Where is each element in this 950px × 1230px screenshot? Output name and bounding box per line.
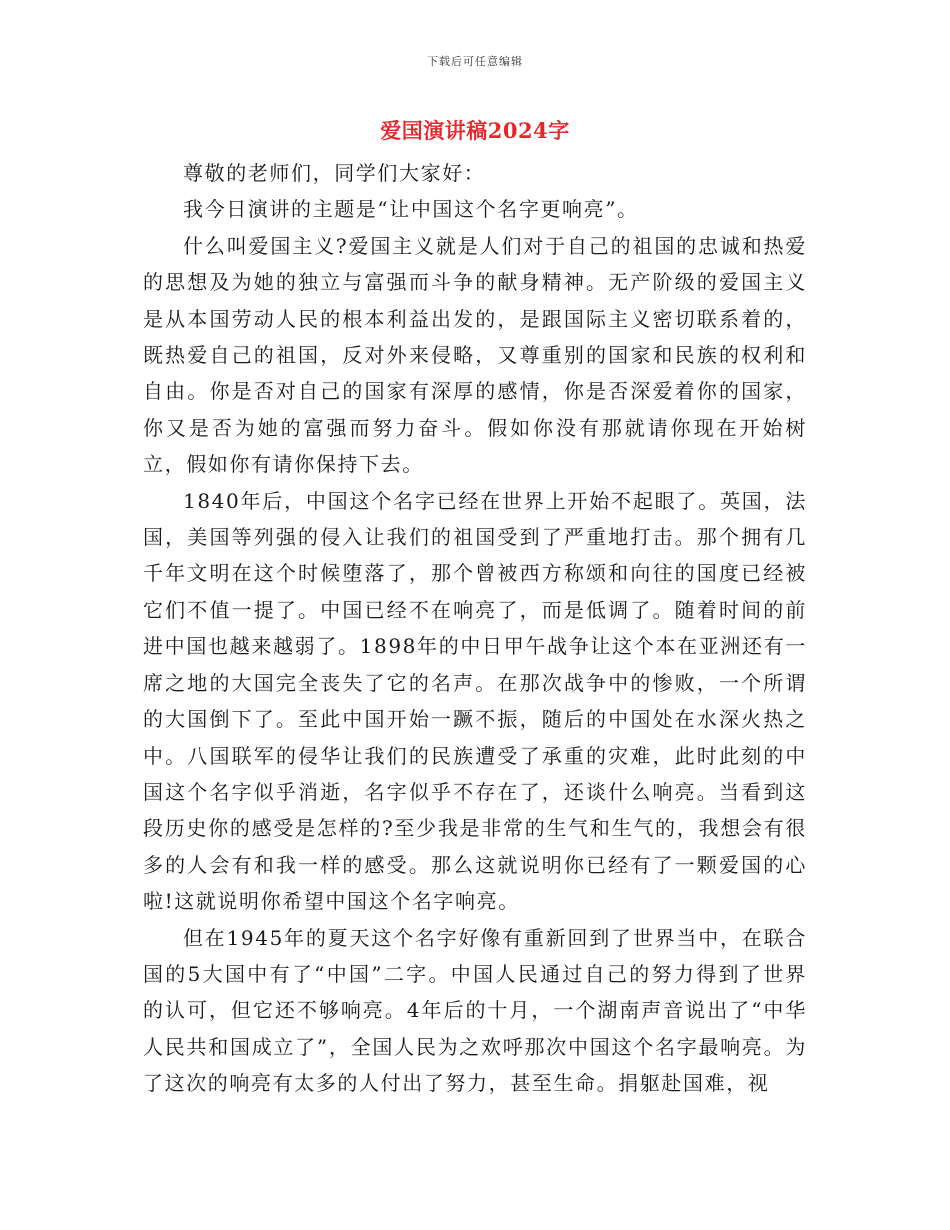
document-title: 爱国演讲稿2024字 <box>380 118 570 143</box>
body-paragraph-topic: 我今日演讲的主题是“让中国这个名字更响亮”。 <box>183 197 639 222</box>
page-header-note: 下载后可任意编辑 <box>427 55 523 68</box>
document-body <box>143 155 807 1102</box>
body-paragraph-history-1945: 但在1945年的夏天这个名字好像有重新回到了世界当中，在联合国的5大国中有了“中国”二字。中国人民通过自己的努力得到了世界的认可，但它还不够响亮。4年后的十月，一个湖南声音说出了“中华人民共和国成立了”，全国人民为之欢呼那次中国这个名字最响亮。为了这次的响亮有太多的人付出了努力，甚至生命。捐躯赴国难，视 <box>143 925 807 1096</box>
body-paragraph-greeting: 尊敬的老师们，同学们大家好： <box>183 161 486 185</box>
body-paragraph-history-1840: 1840年后，中国这个名字已经在世界上开始不起眼了。英国，法国，美国等列强的侵入让我们的祖国受到了严重地打击。那个拥有几千年文明在这个时候堕落了，那个曾被西方称颂和向往的国度已经被它们不值一提了。中国已经不在响亮了，而是低调了。随着时间的前进中国也越来越弱了。1898年的中日甲午战争让这个本在亚洲还有一席之地的大国完全丧失了它的名声。在那次战争中的惨败，一个所谓的大国倒下了。至此中国开始一蹶不振，随后的中国处在水深火热之中。八国联军的侵华让我们的民族遭受了承重的灾难，此时此刻的中国这个名字似乎消逝，名字似乎不存在了，还谈什么响亮。当看到这段历史你的感受是怎样的?至少我是非常的生气和生气的，我想会有很多的人会有和我一样的感受。那么这就说明你已经有了一颗爱国的心啦!这就说明你希望中国这个名字响亮。 <box>143 488 807 914</box>
body-paragraph-definition: 什么叫爱国主义?爱国主义就是人们对于自己的祖国的忠诚和热爱的思想及为她的独立与富强而斗争的献身精神。无产阶级的爱国主义是从本国劳动人民的根本利益出发的，是跟国际主义密切联系着的，既热爱自己的祖国，反对外来侵略，又尊重别的国家和民族的权利和自由。你是否对自己的国家有深厚的感情，你是否深爱着你的国家，你又是否为她的富强而努力奋斗。假如你没有那就请你现在开始树立，假如你有请你保持下去。 <box>143 233 807 477</box>
